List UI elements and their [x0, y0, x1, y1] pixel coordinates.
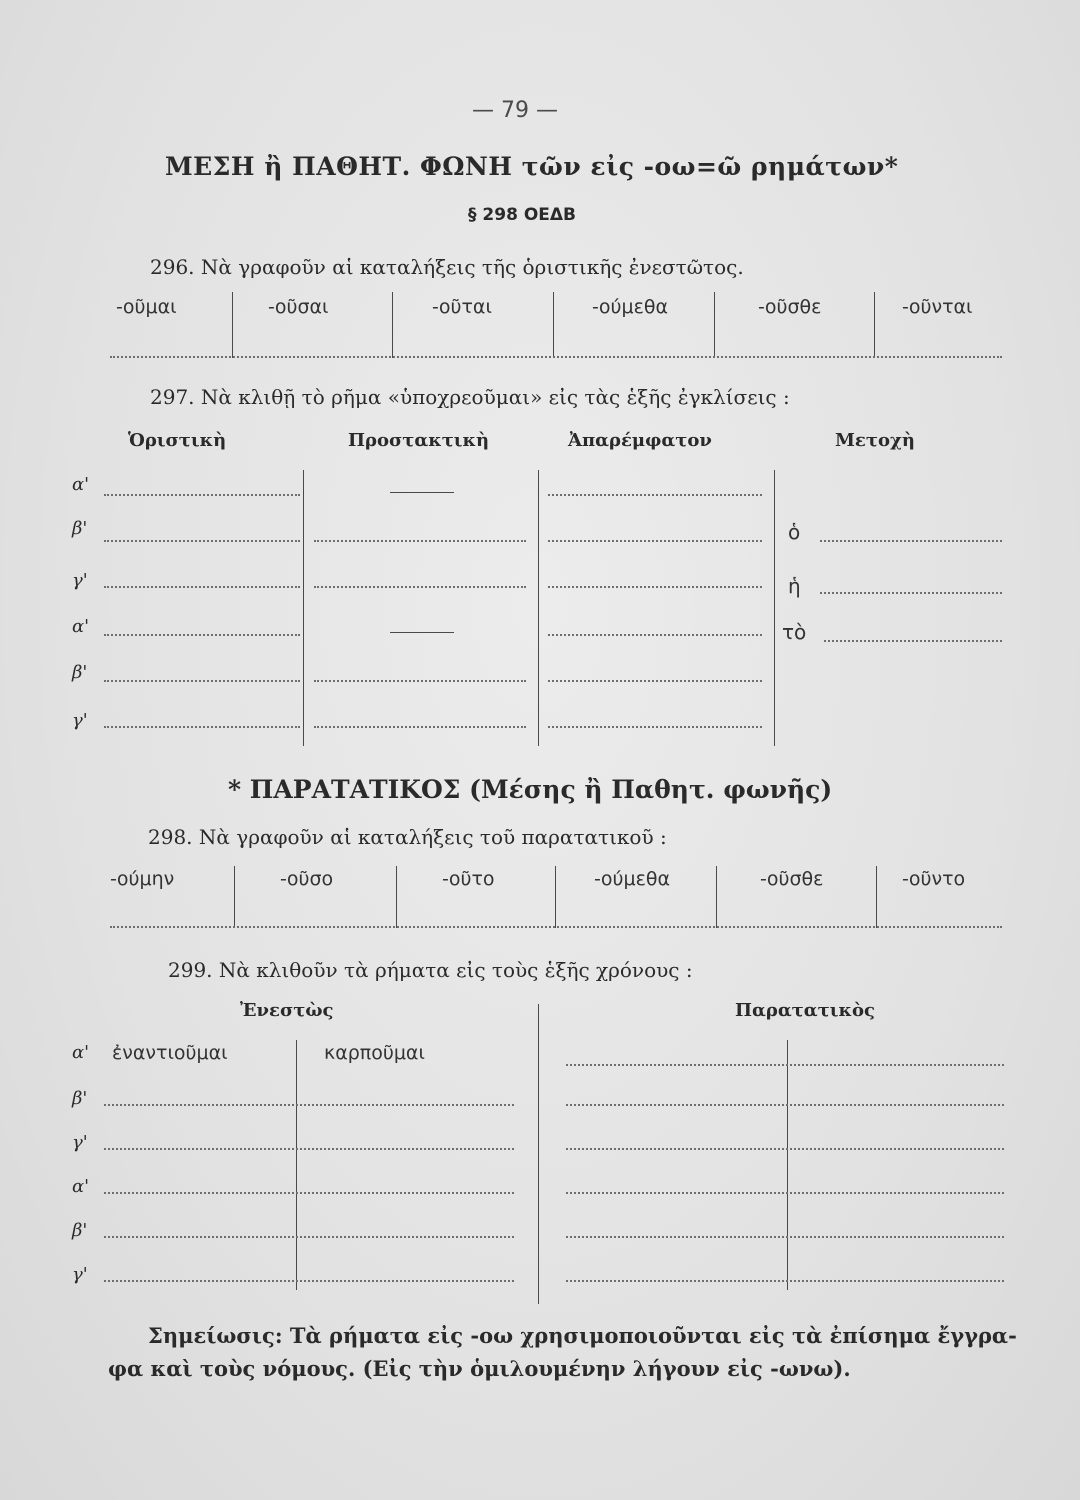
note-line-2: φα καὶ τοὺς νόμους. (Εἰς τὴν ὁμιλουμένην λήγουν εἰς -ωνω). — [108, 1356, 851, 1381]
column-header-imperfect: Παρατατικὸς — [735, 1000, 875, 1021]
column-divider — [232, 292, 233, 358]
row-label: γ' — [72, 710, 88, 731]
answer-line — [566, 1236, 1004, 1238]
answer-line — [104, 586, 300, 588]
page-number: — 79 — — [472, 98, 558, 123]
ending-cell: -οῦντο — [902, 868, 966, 890]
answer-line — [824, 640, 1002, 642]
row-label: β' — [72, 1088, 88, 1109]
grammar-reference: § 298 ΟΕΔΒ — [468, 205, 577, 225]
answer-line — [566, 1064, 1004, 1066]
note-line-1: Σημείωσις: Τὰ ρήματα εἰς -οω χρησιμοποιοῦνται εἰς τὰ ἐπίσημα ἔγγρα- — [148, 1323, 1017, 1348]
blank-dash — [390, 492, 454, 493]
ending-cell: -ούμεθα — [594, 868, 670, 890]
answer-line — [820, 592, 1002, 594]
column-divider — [876, 866, 877, 928]
ending-cell: -οῦσο — [280, 868, 334, 890]
exercise-298-prompt: 298. Νὰ γραφοῦν αἱ καταλήξεις τοῦ παρατατικοῦ : — [148, 825, 667, 849]
answer-line — [566, 1280, 1004, 1282]
answer-line — [566, 1148, 1004, 1150]
row-label: β' — [72, 662, 88, 683]
row-label: α' — [72, 1176, 90, 1197]
column-divider — [538, 1004, 539, 1304]
participle-article: ἡ — [788, 574, 801, 598]
column-header-indicative: Ὁριστικὴ — [128, 430, 227, 451]
ending-cell: -ούμην — [110, 868, 175, 890]
answer-line — [110, 926, 1002, 928]
answer-line — [566, 1192, 1004, 1194]
section-title-imperfect: * ΠΑΡΑΤΑΤΙΚΟΣ (Μέσης ἢ Παθητ. φωνῆς) — [228, 775, 833, 804]
answer-line — [104, 726, 300, 728]
participle-article: τὸ — [782, 620, 807, 644]
column-divider — [787, 1040, 788, 1290]
column-divider — [303, 470, 304, 746]
column-divider — [392, 292, 393, 358]
answer-line — [548, 494, 762, 496]
column-divider — [553, 292, 554, 358]
column-header-imperative: Προστακτικὴ — [348, 430, 490, 451]
answer-line — [548, 540, 762, 542]
answer-line — [104, 1280, 514, 1282]
column-header-participle: Μετοχὴ — [835, 430, 915, 451]
ending-cell: -ούμεθα — [592, 296, 668, 318]
column-divider — [234, 866, 235, 928]
column-divider — [714, 292, 715, 358]
ending-cell: -οῦσθε — [758, 296, 822, 318]
column-divider — [396, 866, 397, 928]
answer-line — [104, 1104, 514, 1106]
answer-line — [820, 540, 1002, 542]
blank-dash — [390, 632, 454, 633]
row-label: γ' — [72, 1264, 88, 1285]
row-label: γ' — [72, 570, 88, 591]
ending-cell: -οῦμαι — [116, 296, 177, 318]
answer-line — [314, 586, 526, 588]
column-divider — [555, 866, 556, 928]
column-header-infinitive: Ἀπαρέμφατον — [568, 430, 712, 451]
column-divider — [538, 470, 539, 746]
ending-cell: -οῦτο — [442, 868, 495, 890]
row-label: β' — [72, 518, 88, 539]
answer-line — [548, 586, 762, 588]
ending-cell: -οῦται — [432, 296, 492, 318]
exercise-296-prompt: 296. Νὰ γραφοῦν αἱ καταλήξεις τῆς ὁριστικῆς ἐνεστῶτος. — [150, 255, 744, 279]
column-divider — [716, 866, 717, 928]
answer-line — [104, 494, 300, 496]
answer-line — [314, 540, 526, 542]
column-header-present: Ἐνεστὼς — [240, 1000, 334, 1021]
exercise-299-prompt: 299. Νὰ κλιθοῦν τὰ ρήματα εἰς τοὺς ἑξῆς χρόνους : — [168, 958, 693, 982]
answer-line — [548, 726, 762, 728]
row-label: β' — [72, 1220, 88, 1241]
answer-line — [314, 726, 526, 728]
answer-line — [104, 680, 300, 682]
answer-line — [104, 1236, 514, 1238]
row-label: α' — [72, 474, 90, 495]
participle-article: ὁ — [788, 520, 801, 544]
answer-line — [548, 634, 762, 636]
ending-cell: -οῦνται — [902, 296, 973, 318]
column-divider — [874, 292, 875, 358]
ending-cell: -οῦσαι — [268, 296, 329, 318]
row-label: γ' — [72, 1132, 88, 1153]
answer-line — [104, 1192, 514, 1194]
row-label: α' — [72, 616, 90, 637]
ending-cell: -οῦσθε — [760, 868, 824, 890]
verb-karpoumai: καρποῦμαι — [324, 1042, 425, 1064]
chapter-heading: ΜΕΣΗ ἢ ΠΑΘΗΤ. ΦΩΝΗ τῶν εἰς -οω=ῶ ρημάτων* — [165, 152, 899, 181]
answer-line — [104, 634, 300, 636]
answer-line — [548, 680, 762, 682]
column-divider — [296, 1040, 297, 1290]
answer-line — [314, 680, 526, 682]
column-divider — [774, 470, 775, 746]
answer-line — [110, 356, 1002, 358]
answer-line — [104, 540, 300, 542]
answer-line — [566, 1104, 1004, 1106]
exercise-297-prompt: 297. Νὰ κλιθῇ τὸ ρῆμα «ὑποχρεοῦμαι» εἰς τὰς ἑξῆς ἐγκλίσεις : — [150, 385, 790, 409]
answer-line — [104, 1148, 514, 1150]
row-label: α' — [72, 1042, 90, 1063]
verb-enantioumai: ἐναντιοῦμαι — [112, 1042, 228, 1064]
